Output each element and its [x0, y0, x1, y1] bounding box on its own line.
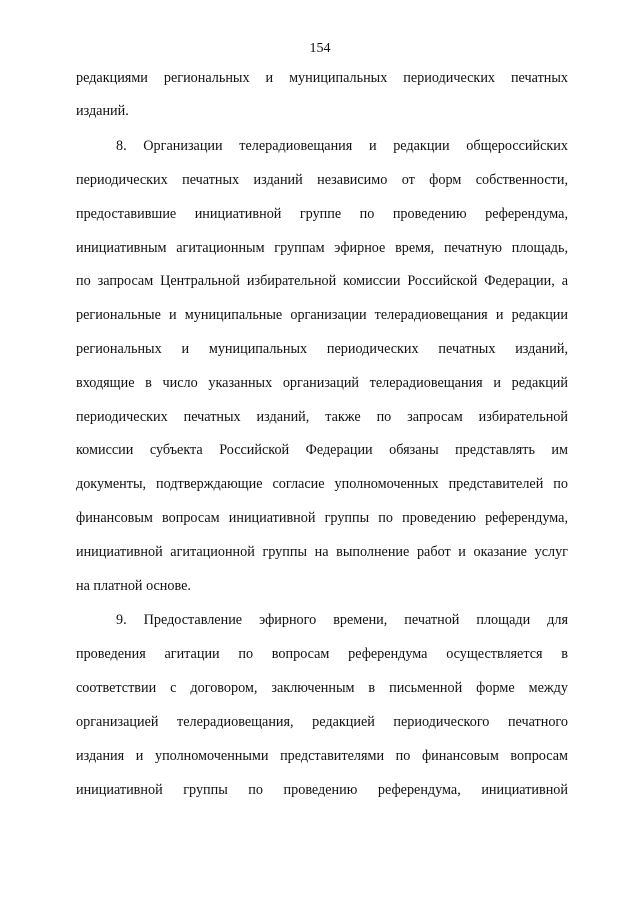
text-line: редакциями региональных и муниципальных периодических печатных: [76, 70, 568, 86]
text-line: по запросам Центральной избирательной комиссии Российской Федерации, а: [76, 273, 568, 289]
text-line: соответствии с договором, заключенным в письменной форме между: [76, 680, 568, 696]
text-line: предоставившие инициативной группе по проведению референдума,: [76, 206, 568, 222]
text-line: периодических печатных изданий независимо от форм собственности,: [76, 172, 568, 188]
text-line: региональных и муниципальных периодических печатных изданий,: [76, 341, 568, 357]
text-line: входящие в число указанных организаций телерадиовещания и редакций: [76, 375, 568, 391]
paragraph-9-start: 9. Предоставление эфирного времени, печатной площади для: [116, 612, 568, 628]
text-line: документы, подтверждающие согласие уполномоченных представителей по: [76, 476, 568, 492]
text-line: изданий.: [76, 103, 129, 119]
text-line: региональные и муниципальные организации телерадиовещания и редакции: [76, 307, 568, 323]
text-line: периодических печатных изданий, также по запросам избирательной: [76, 409, 568, 425]
text-line: проведения агитации по вопросам референдума осуществляется в: [76, 646, 568, 662]
text-line: финансовым вопросам инициативной группы по проведению референдума,: [76, 510, 568, 526]
text-line: организацией телерадиовещания, редакцией периодического печатного: [76, 714, 568, 730]
text-line: издания и уполномоченными представителями по финансовым вопросам: [76, 748, 568, 764]
text-line: инициативной группы по проведению референдума, инициативной: [76, 782, 568, 798]
page-number: 154: [309, 41, 331, 56]
text-line: инициативным агитационным группам эфирное время, печатную площадь,: [76, 240, 568, 256]
paragraph-8-start: 8. Организации телерадиовещания и редакции общероссийских: [116, 138, 568, 154]
text-line: комиссии субъекта Российской Федерации обязаны представлять им: [76, 442, 568, 458]
text-line: инициативной агитационной группы на выполнение работ и оказание услуг: [76, 544, 568, 560]
text-line: на платной основе.: [76, 578, 191, 594]
